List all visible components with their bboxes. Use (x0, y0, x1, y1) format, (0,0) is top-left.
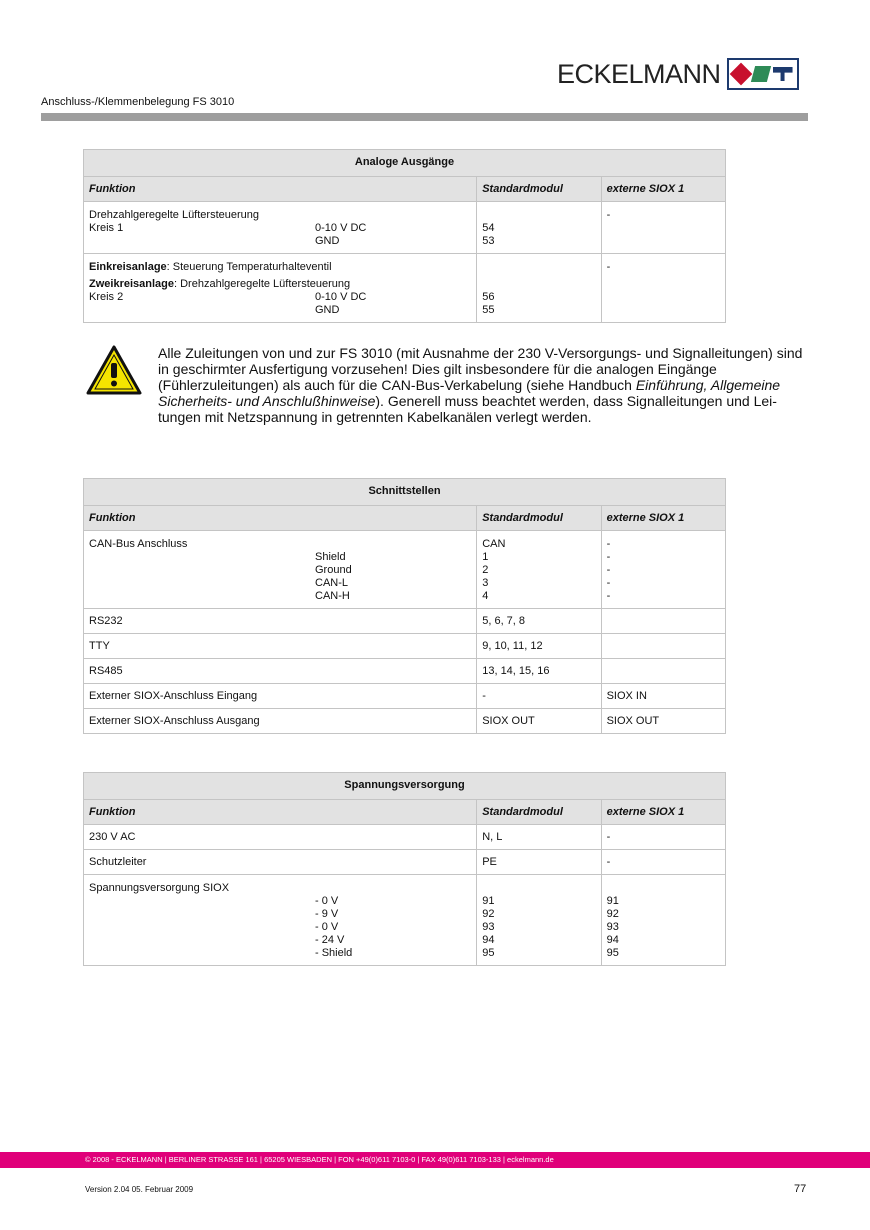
table-row (84, 202, 726, 254)
col-standard: Standardmodul (477, 177, 601, 202)
cell-text: CAN-Bus Anschluss (89, 538, 188, 550)
col-siox: externe SIOX 1 (601, 506, 725, 531)
cell-text: Externer SIOX-Anschluss Ausgang (84, 709, 477, 734)
cell-text: 92 (606, 908, 619, 920)
cell-text: - (606, 551, 611, 563)
logo-text: ECKELMANN (557, 58, 721, 89)
cell-text: 0-10 V DC (315, 222, 367, 234)
table-row (84, 634, 726, 659)
cell-text: : Steuerung Temperaturhalteventil (166, 261, 332, 273)
col-siox: externe SIOX 1 (601, 177, 725, 202)
cell-text: Kreis 1 (89, 222, 124, 234)
table-row (84, 709, 726, 734)
cell-text: Spannungsversorgung SIOX (89, 882, 230, 894)
warning-text: Alle Zuleitungen von und zur FS 3010 (mit Ausnahme der 230 V-Versorgungs- und Signalleitungen) sind in geschirmter Ausfertigung vorzusehen! Dies gilt insbesondere für die analogen Eingänge (Fühlerzuleitungen) als auch für die CAN-Bus-Verkabelung (siehe Handbuch Einführung, Allgemeine Sicherheits- und Anschlußhinweise). Generell muss beachtet werden, dass Signalleitungen und Lei-tungen mit Netzspannung in getrennten Kabelkanälen verlegt werden. (158, 345, 803, 425)
cell-text: - (606, 538, 611, 550)
cell-text: 95 (606, 947, 619, 959)
cell-text: - (606, 590, 611, 602)
cell-text: RS485 (84, 659, 477, 684)
table-row (84, 254, 726, 323)
page-number: 77 (794, 1183, 807, 1195)
table-interfaces (83, 478, 726, 734)
col-standard: Standardmodul (477, 800, 601, 825)
cell-text: 91 (482, 895, 495, 907)
cell-text: RS232 (84, 609, 477, 634)
cell-text: - (601, 850, 725, 875)
cell-text: 2 (482, 564, 489, 576)
cell-text: 4 (482, 590, 489, 602)
cell-text: SIOX IN (601, 684, 725, 709)
cell-text: 3 (482, 577, 489, 589)
cell-text: 5, 6, 7, 8 (477, 609, 601, 634)
cell-text: 93 (482, 921, 495, 933)
cell-text: 95 (482, 947, 495, 959)
col-funktion: Funktion (84, 506, 477, 531)
cell-text: GND (315, 304, 340, 316)
cell-text: Schutzleiter (84, 850, 477, 875)
cell-text: - 0 V (315, 895, 339, 907)
cell-text: Externer SIOX-Anschluss Eingang (84, 684, 477, 709)
cell-text: Einkreisanlage (89, 261, 167, 273)
cell-text: 94 (482, 934, 495, 946)
table-title: Schnittstellen (84, 479, 726, 506)
cell-text: 54 (482, 222, 495, 234)
cell-text (601, 609, 725, 634)
header-divider (41, 113, 808, 121)
cell-text: 0-10 V DC (315, 291, 367, 303)
col-siox: externe SIOX 1 (601, 800, 725, 825)
cell-text: 92 (482, 908, 495, 920)
col-funktion: Funktion (84, 800, 477, 825)
table-row (84, 850, 726, 875)
cell-text (601, 659, 725, 684)
cell-text (601, 634, 725, 659)
cell-text: CAN-H (315, 590, 350, 602)
table-row (84, 531, 726, 609)
cell-text: 53 (482, 235, 495, 247)
cell-text: 9, 10, 11, 12 (477, 634, 601, 659)
cell-text: 94 (606, 934, 619, 946)
doc-title: Anschluss-/Klemmenbelegung FS 3010 (41, 96, 235, 108)
table-title: Spannungsversorgung (84, 773, 726, 800)
cell-text: - 0 V (315, 921, 339, 933)
cell-text: Drehzahlgeregelte Lüftersteuerung (89, 209, 260, 221)
table-row (84, 684, 726, 709)
cell-text: - 9 V (315, 908, 339, 920)
col-standard: Standardmodul (477, 506, 601, 531)
cell-text: Ground (315, 564, 352, 576)
cell-text: - (606, 261, 611, 273)
cell-text: Zweikreisanlage (89, 278, 174, 290)
warning-icon (86, 345, 142, 395)
cell-text: - (601, 825, 725, 850)
table-analog-outputs (83, 149, 726, 323)
table-row (84, 875, 726, 966)
cell-text: PE (477, 850, 601, 875)
cell-text: Kreis 2 (89, 291, 124, 303)
table-title: Analoge Ausgänge (84, 150, 726, 177)
eckelmann-logo (557, 58, 799, 90)
cell-text: - (606, 209, 611, 221)
cell-text: : Drehzahlgeregelte Lüftersteuerung (174, 278, 351, 290)
cell-text: 13, 14, 15, 16 (477, 659, 601, 684)
cell-text: Shield (315, 551, 346, 563)
cell-text: GND (315, 235, 340, 247)
cell-text: SIOX OUT (477, 709, 601, 734)
cell-text: - Shield (315, 947, 353, 959)
cell-text: 230 V AC (84, 825, 477, 850)
cell-text: 56 (482, 291, 495, 303)
table-row (84, 825, 726, 850)
cell-text: - (606, 577, 611, 589)
cell-text: 1 (482, 551, 489, 563)
cell-text: - (606, 564, 611, 576)
cell-text: 91 (606, 895, 619, 907)
cell-text: 93 (606, 921, 619, 933)
logo-mark-icon (727, 58, 799, 90)
version-text: Version 2.04 05. Februar 2009 (85, 1185, 194, 1194)
cell-text: CAN (482, 538, 506, 550)
cell-text: N, L (477, 825, 601, 850)
table-row (84, 659, 726, 684)
cell-text: - 24 V (315, 934, 345, 946)
cell-text: 55 (482, 304, 495, 316)
cell-text: CAN-L (315, 577, 349, 589)
cell-text: SIOX OUT (601, 709, 725, 734)
footer-text: © 2008 - ECKELMANN | BERLINER STRASSE 161 | 65205 WIESBADEN | FON +49(0)611 7103-0 | FAX 49(0)611 7103-133 | eckelmann.de (85, 1155, 554, 1164)
table-row (84, 609, 726, 634)
cell-text: - (477, 684, 601, 709)
cell-text: TTY (84, 634, 477, 659)
col-funktion: Funktion (84, 177, 477, 202)
table-power-supply (83, 772, 726, 966)
